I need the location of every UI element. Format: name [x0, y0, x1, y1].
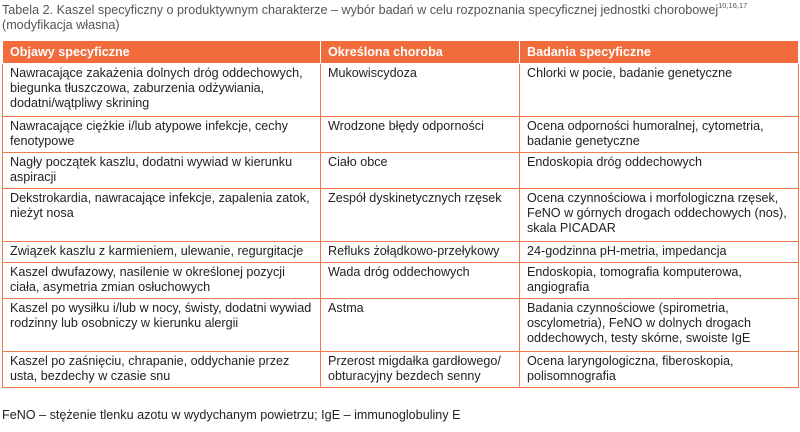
- caption-references: 10,16,17: [718, 0, 748, 10]
- table-caption: [2, 0, 798, 33]
- table-row: [3, 299, 799, 352]
- table-row: [3, 352, 799, 388]
- cell-symptoms: Kaszel dwufazowy, nasilenie w określonej pozycji ciała, asymetria zmian osłuchowych: [3, 263, 321, 299]
- cell-disease: Wrodzone błędy odporności: [321, 117, 520, 153]
- header-tests: Badania specyficzne: [520, 41, 799, 64]
- cell-disease: Astma: [321, 299, 520, 352]
- table-row: [3, 117, 799, 153]
- cell-symptoms: Dekstrokardia, nawracające infekcje, zapalenia zatok, nieżyt nosa: [3, 189, 321, 242]
- cell-symptoms: Nagły początek kaszlu, dodatni wywiad w kierunku aspiracji: [3, 153, 321, 189]
- cell-tests: Badania czynnościowe (spirometria, oscylometria), FeNO w dolnych drogach oddechowych, testy skórne, swoiste IgE: [520, 299, 799, 352]
- table-row: [3, 64, 799, 117]
- cell-disease: Mukowiscydoza: [321, 64, 520, 117]
- cell-tests: 24-godzinna pH-metria, impedancja: [520, 242, 799, 263]
- cell-tests: Endoskopia, tomografia komputerowa, angiografia: [520, 263, 799, 299]
- table-footnote: FeNO – stężenie tlenku azotu w wydychanym powietrzu; IgE – immunoglobuliny E: [2, 408, 461, 422]
- cell-tests: Ocena odporności humoralnej, cytometria, badanie genetyczne: [520, 117, 799, 153]
- cell-symptoms: Związek kaszlu z karmieniem, ulewanie, regurgitacje: [3, 242, 321, 263]
- caption-title: Tabela 2. Kaszel specyficzny o produktywnym charakterze – wybór badań w celu rozpoznania specyficznej jednostki chorobowej: [2, 3, 719, 17]
- cell-symptoms: Nawracające ciężkie i/lub atypowe infekcje, cechy fenotypowe: [3, 117, 321, 153]
- cell-tests: Ocena laryngologiczna, fiberoskopia, polisomnografia: [520, 352, 799, 388]
- table-row: [3, 263, 799, 299]
- diagnostic-table: [2, 40, 799, 388]
- cell-tests: Endoskopia dróg oddechowych: [520, 153, 799, 189]
- cell-symptoms: Kaszel po zaśnięciu, chrapanie, oddychanie przez usta, bezdechy w czasie snu: [3, 352, 321, 388]
- cell-disease: Ciało obce: [321, 153, 520, 189]
- table-row: [3, 242, 799, 263]
- header-disease: Określona choroba: [321, 41, 520, 64]
- cell-symptoms: Kaszel po wysiłku i/lub w nocy, świsty, dodatni wywiad rodzinny lub osobniczy w kierunku alergii: [3, 299, 321, 352]
- cell-disease: Wada dróg oddechowych: [321, 263, 520, 299]
- cell-disease: Zespół dyskinetycznych rzęsek: [321, 189, 520, 242]
- cell-tests: Chlorki w pocie, badanie genetyczne: [520, 64, 799, 117]
- table-header-row: [3, 41, 799, 64]
- table-row: [3, 189, 799, 242]
- caption-note: (modyfikacja własna): [2, 18, 120, 32]
- cell-symptoms: Nawracające zakażenia dolnych dróg oddechowych, biegunka tłuszczowa, zaburzenia odżywiania, dodatni/wątpliwy skrining: [3, 64, 321, 117]
- header-symptoms: Objawy specyficzne: [3, 41, 321, 64]
- table-row: [3, 153, 799, 189]
- cell-disease: Refluks żołądkowo-przełykowy: [321, 242, 520, 263]
- cell-disease: Przerost migdałka gardłowego/ obturacyjny bezdech senny: [321, 352, 520, 388]
- cell-tests: Ocena czynnościowa i morfologiczna rzęsek, FeNO w górnych drogach oddechowych (nos), skala PICADAR: [520, 189, 799, 242]
